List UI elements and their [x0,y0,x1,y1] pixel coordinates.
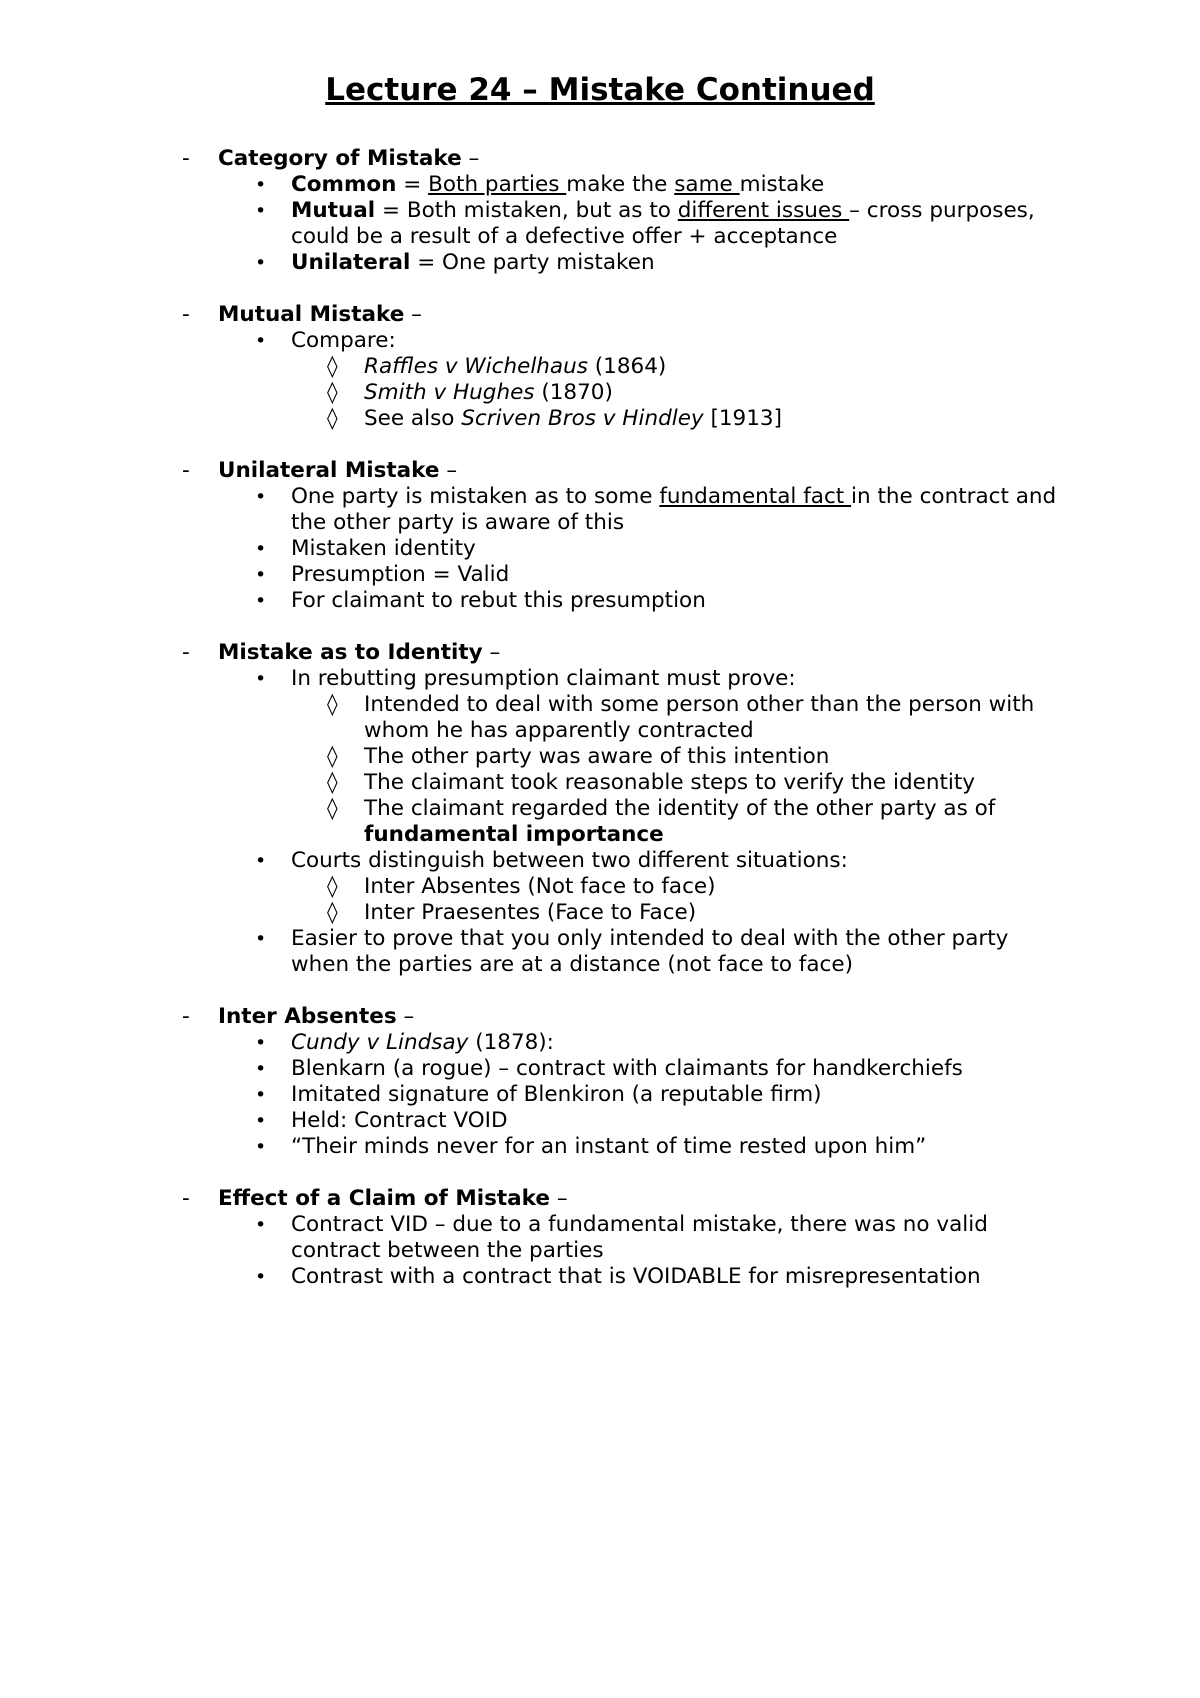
page-title: Lecture 24 – Mistake Continued [325,72,875,108]
sub-list-item [327,744,1064,770]
list-item [255,172,1066,198]
text-run: One party is mistaken as to some [291,484,660,509]
section-heading [0,146,1200,172]
diamond-icon: ◊ [327,874,338,899]
list-item [255,1030,1066,1056]
heading-suffix: – [439,458,458,483]
section-effect-of-claim [0,1186,1200,1290]
text-run: Blenkarn (a rogue) – contract with claimants for handkerchiefs [291,1056,963,1081]
heading-suffix: – [404,302,422,327]
list-item [255,484,1066,536]
text-run: = One party mistaken [410,250,655,275]
text-run: make the [566,172,675,197]
underlined-text: fundamental fact [659,484,852,509]
bullet-icon: • [255,252,267,274]
dash-marker: - [182,640,190,665]
text-run: See also [364,406,462,431]
section-heading [0,302,1200,328]
list-item [255,666,1066,692]
bullet-icon: • [255,928,267,950]
dash-marker: - [182,302,190,327]
text-run: “Their minds never for an instant of time rested upon him” [291,1134,927,1159]
underlined-text: different issues [677,198,850,223]
text-run: (1878): [468,1030,554,1055]
text-run: Inter Absentes (Not face to face) [364,874,716,899]
text-run: Inter Praesentes (Face to Face) [364,900,697,925]
bullet-icon: • [255,330,267,352]
bullet-icon: • [255,538,267,560]
bold-text: fundamental importance [364,822,664,847]
sub-list-item [327,796,1064,848]
heading-suffix: – [482,640,501,665]
text-run: [1913] [703,406,782,431]
diamond-icon: ◊ [327,900,338,925]
heading-text: Mistake as to Identity [218,640,483,665]
list-item [255,536,1066,562]
text-run: = Both mistaken, but as to [375,198,678,223]
bullet-icon: • [255,1266,267,1288]
section-heading [0,640,1200,666]
heading-suffix: – [396,1004,415,1029]
case-name: Smith v Hughes [364,380,535,405]
section-mistake-as-to-identity [0,640,1200,978]
section-heading [0,1186,1200,1212]
underlined-text: same [674,172,740,197]
text-run: = [396,172,429,197]
bullet-icon: • [255,590,267,612]
bullet-icon: • [255,1058,267,1080]
diamond-icon: ◊ [327,354,338,379]
text-run: In rebutting presumption claimant must prove: [291,666,796,691]
text-run: Easier to prove that you only intended to deal with the other party when the parties are at a distance (not face to face) [291,926,1009,977]
list-item [255,1082,1066,1108]
list-item [255,848,1066,874]
heading-text: Mutual Mistake [218,302,405,327]
list-item [255,198,1066,250]
bullet-icon: • [255,850,267,872]
diamond-icon: ◊ [327,380,338,405]
heading-text: Unilateral Mistake [218,458,440,483]
text-run: Mistaken identity [291,536,476,561]
sub-list-item [327,406,1064,432]
case-name: Scriven Bros v Hindley [461,406,704,431]
sub-list-item [327,900,1064,926]
section-heading [0,458,1200,484]
bullet-icon: • [255,174,267,196]
text-run: Compare: [291,328,396,353]
term-mutual: Mutual [291,198,376,223]
list-item [255,328,1066,354]
term-common: Common [291,172,397,197]
bullet-icon: • [255,486,267,508]
list-item [255,926,1066,978]
diamond-icon: ◊ [327,744,338,769]
text-run: (1864) [587,354,667,379]
heading-suffix: – [549,1186,568,1211]
diamond-icon: ◊ [327,692,338,717]
list-item [255,1056,1066,1082]
text-run: Intended to deal with some person other than the person with whom he has apparently contracted [364,692,1035,743]
dash-marker: - [182,1004,190,1029]
list-item [255,562,1066,588]
dash-marker: - [182,1186,190,1211]
text-run: – cross purposes, could be a result of a defective offer + acceptance [291,198,1035,249]
diamond-icon: ◊ [327,796,338,821]
sub-list-item [327,354,1064,380]
list-item [255,1212,1066,1264]
heading-suffix: – [461,146,480,171]
section-category-of-mistake [0,146,1200,276]
text-run: Imitated signature of Blenkiron (a reputable firm) [291,1082,822,1107]
sub-list-item [327,692,1064,744]
sub-list-item [327,874,1064,900]
text-run: mistake [739,172,825,197]
text-run: (1870) [534,380,613,405]
text-run: Contract VID – due to a fundamental mistake, there was no valid contract between the parties [291,1212,988,1263]
text-run: Courts distinguish between two different situations: [291,848,848,873]
sub-list-item [327,770,1064,796]
text-run: The claimant took reasonable steps to verify the identity [364,770,976,795]
bullet-icon: • [255,564,267,586]
text-run: Presumption = Valid [291,562,510,587]
section-mutual-mistake [0,302,1200,432]
bullet-icon: • [255,668,267,690]
case-name: Cundy v Lindsay [291,1030,469,1055]
list-item [255,1108,1066,1134]
bullet-icon: • [255,200,267,222]
case-name: Raffles v Wichelhaus [364,354,588,379]
list-item [255,588,1066,614]
heading-text: Effect of a Claim of Mistake [218,1186,550,1211]
list-item [255,1134,1066,1160]
text-run: Held: Contract VOID [291,1108,508,1133]
bullet-icon: • [255,1084,267,1106]
text-run: in the contract and the other party is aware of this [291,484,1057,535]
list-item [255,250,1066,276]
text-run: For claimant to rebut this presumption [291,588,706,613]
section-inter-absentes [0,1004,1200,1160]
heading-text: Inter Absentes [218,1004,397,1029]
heading-text: Category of Mistake [218,146,462,171]
term-unilateral: Unilateral [291,250,411,275]
diamond-icon: ◊ [327,770,338,795]
dash-marker: - [182,146,190,171]
list-item [255,1264,1066,1290]
bullet-icon: • [255,1214,267,1236]
text-run: Contrast with a contract that is VOIDABLE for misrepresentation [291,1264,981,1289]
dash-marker: - [182,458,190,483]
bullet-icon: • [255,1136,267,1158]
sub-list-item [327,380,1064,406]
underlined-text: Both parties [428,172,567,197]
text-run: The other party was aware of this intention [364,744,830,769]
text-run: The claimant regarded the identity of the other party as of [364,796,996,821]
section-heading [0,1004,1200,1030]
bullet-icon: • [255,1110,267,1132]
section-unilateral-mistake [0,458,1200,614]
diamond-icon: ◊ [327,406,338,431]
bullet-icon: • [255,1032,267,1054]
